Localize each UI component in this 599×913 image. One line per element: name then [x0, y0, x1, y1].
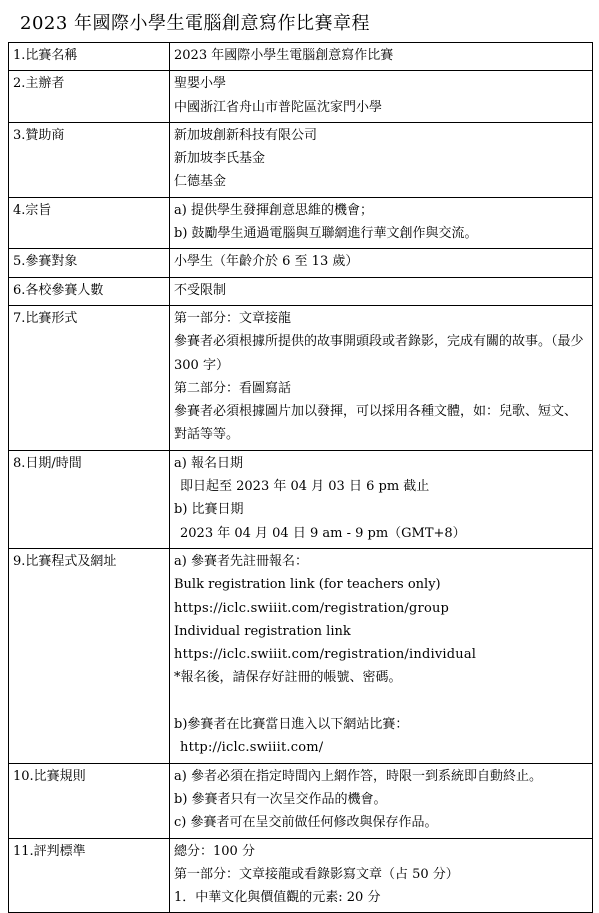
- row-content: [170, 548, 593, 763]
- content-line: c) 參賽者可在呈交前做任何修改與保存作品。: [174, 815, 438, 831]
- row-label: 5.參賽對象: [9, 249, 170, 277]
- row-label: 8.日期/時間: [9, 450, 170, 548]
- content-line: 參賽者必須根據所提供的故事開頭段或者錄影，完成有關的故事。（最少 300 字）: [174, 334, 584, 373]
- row-label: 3.贊助商: [9, 122, 170, 197]
- table-row: [9, 305, 593, 450]
- table-row: [9, 197, 593, 249]
- content-line: 即日起至 2023 年 04 月 03 日 6 pm 截止: [180, 479, 430, 495]
- row-content: [170, 763, 593, 838]
- row-content: [170, 43, 593, 71]
- rules-table: [8, 42, 593, 913]
- content-line: 第一部分：文章接龍或看錄影寫文章（占 50 分）: [174, 866, 459, 882]
- row-label: 10.比賽規則: [9, 763, 170, 838]
- row-content: [170, 305, 593, 450]
- content-line: Bulk registration link (for teachers only): [174, 577, 441, 593]
- row-label: 9.比賽程式及網址: [9, 548, 170, 763]
- table-row: [9, 122, 593, 197]
- content-line: 總分：100 分: [174, 843, 255, 859]
- content-line: 第一部分：文章接龍: [174, 310, 292, 326]
- content-line: b) 參賽者只有一次呈交作品的機會。: [174, 791, 387, 807]
- content-line: 仁德基金: [174, 174, 227, 190]
- content-line: Individual registration link: [174, 623, 351, 639]
- row-label: 1.比賽名稱: [9, 43, 170, 71]
- content-line: 新加坡李氏基金: [174, 151, 266, 167]
- content-line: *報名後，請保存好註冊的帳號、密碼。: [174, 670, 402, 686]
- content-line: 2023 年 04 月 04 日 9 am - 9 pm（GMT+8）: [180, 525, 466, 541]
- table-row: [9, 838, 593, 913]
- row-content: [170, 197, 593, 249]
- row-label: 2.主辦者: [9, 71, 170, 123]
- content-line: 聖嬰小學: [174, 76, 227, 92]
- content-line: 中國浙江省舟山市普陀區沈家門小學: [174, 99, 383, 115]
- table-row: [9, 450, 593, 548]
- document-title: 2023 年國際小學生電腦創意寫作比賽章程: [20, 13, 371, 34]
- table-row: [9, 763, 593, 838]
- table-row: [9, 43, 593, 71]
- row-content: [170, 71, 593, 123]
- table-row: [9, 71, 593, 123]
- registration-group-link[interactable]: https://iclc.swiiit.com/registration/group: [174, 600, 450, 616]
- content-line: 參賽者必須根據圖片加以發揮，可以採用各種文體，如：兒歌、短文、對話等等。: [174, 404, 578, 443]
- row-content: [170, 450, 593, 548]
- content-line: 1．中華文化與價值觀的元素: 20 分: [174, 890, 381, 906]
- content-line: 新加坡創新科技有限公司: [174, 127, 318, 143]
- blank-line: [174, 690, 586, 713]
- content-line: b)參賽者在比賽當日進入以下網站比賽：: [174, 717, 409, 733]
- registration-individual-link[interactable]: https://iclc.swiiit.com/registration/individual: [174, 647, 477, 663]
- row-content: [170, 277, 593, 305]
- table-row: [9, 249, 593, 277]
- content-line: 第二部分：看圖寫話: [174, 380, 292, 396]
- row-label: 7.比賽形式: [9, 305, 170, 450]
- content-line: 不受限制: [174, 282, 227, 298]
- content-line: 2023 年國際小學生電腦創意寫作比賽: [174, 48, 394, 63]
- content-line: 小學生（年齡介於 6 至 13 歲）: [174, 254, 359, 270]
- content-line: b) 鼓勵學生通過電腦與互聯網進行華文創作與交流。: [174, 226, 478, 242]
- row-content: [170, 249, 593, 277]
- row-label: 6.各校參賽人數: [9, 277, 170, 305]
- content-line: a) 提供學生發揮創意思維的機會；: [174, 202, 373, 218]
- content-line: a) 報名日期: [174, 455, 243, 471]
- content-line: a) 參者必須在指定時間內上網作答，時限一到系統即自動終止。: [174, 768, 542, 784]
- competition-site-link[interactable]: http://iclc.swiiit.com/: [180, 740, 324, 756]
- row-content: [170, 838, 593, 913]
- row-content: [170, 122, 593, 197]
- row-label: 4.宗旨: [9, 197, 170, 249]
- table-row: [9, 548, 593, 763]
- row-label: 11.評判標準: [9, 838, 170, 913]
- content-line: a) 參賽者先註冊報名：: [174, 553, 308, 569]
- table-row: [9, 277, 593, 305]
- content-line: b) 比賽日期: [174, 502, 244, 518]
